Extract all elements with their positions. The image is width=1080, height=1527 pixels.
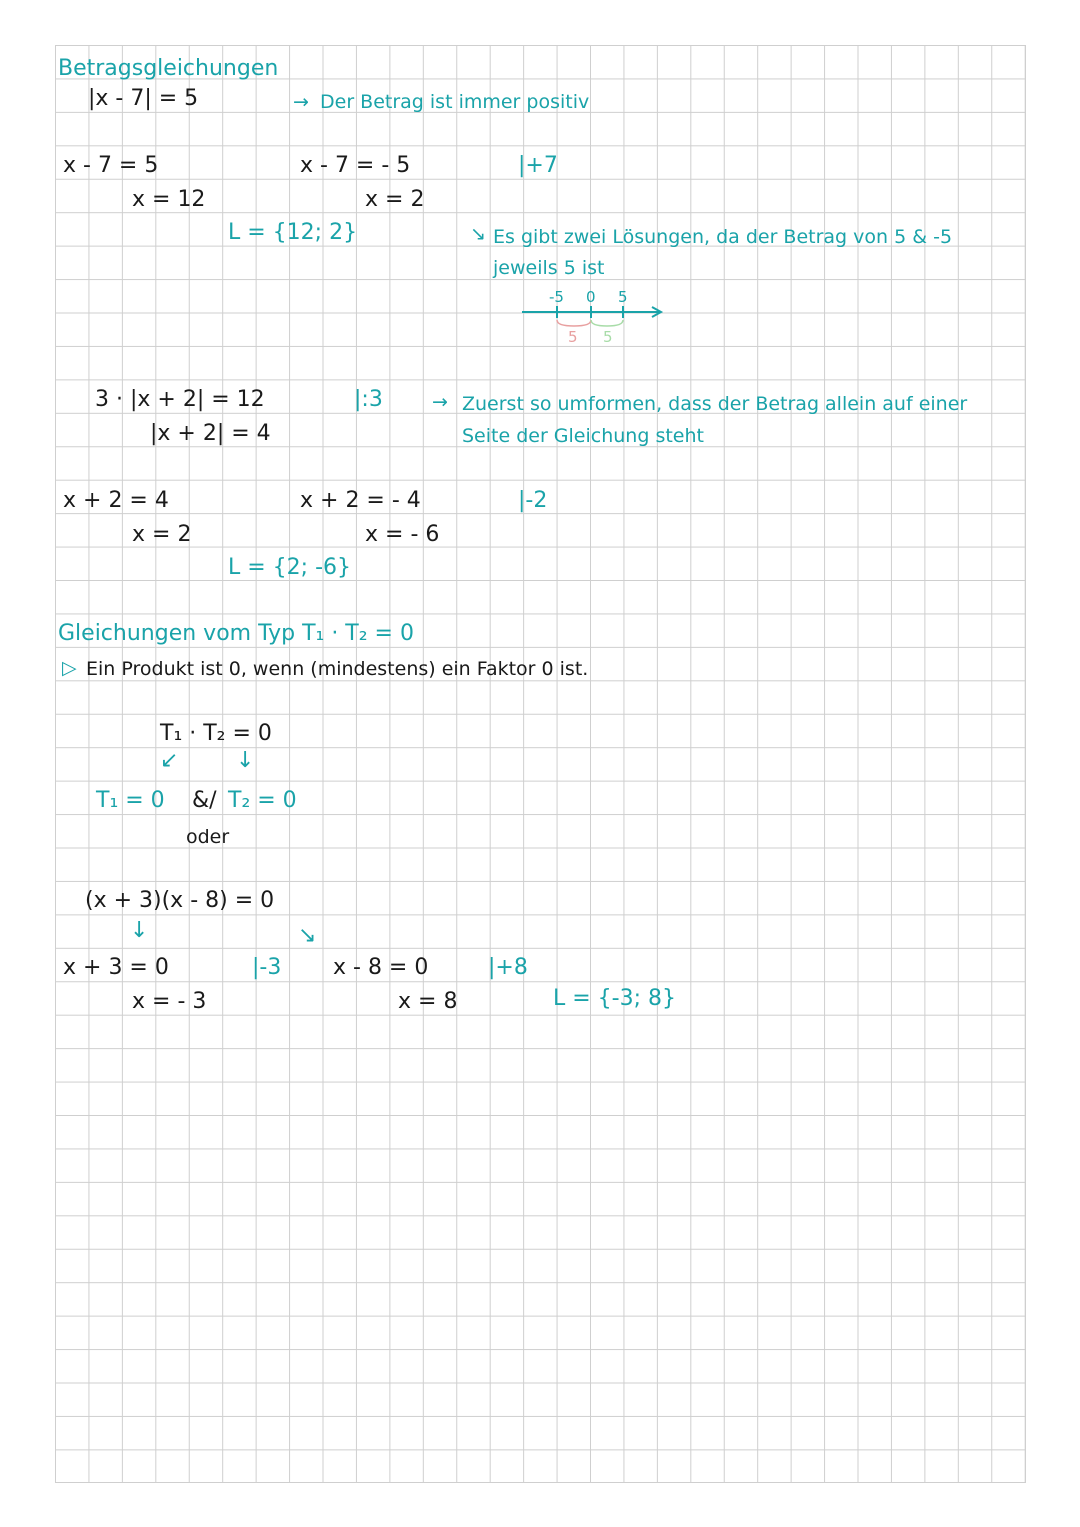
operation-minus3: |-3 — [252, 955, 282, 980]
explanation-arrow-icon: ↘ — [470, 223, 486, 245]
numberline-tick-0: 0 — [586, 288, 596, 306]
general-equation: T₁ · T₂ = 0 — [160, 721, 272, 746]
section-title-produkt: Gleichungen vom Typ T₁ · T₂ = 0 — [58, 621, 414, 646]
equation-abs-4: |x + 2| = 4 — [150, 421, 271, 446]
operation-div3: |:3 — [354, 387, 383, 412]
arrow-down-right-icon: ↘ — [298, 923, 317, 948]
solution-set-3: L = {-3; 8} — [553, 986, 677, 1011]
case2-line1: x - 7 = - 5 — [300, 153, 411, 178]
arrow-left-icon: ↙ — [160, 748, 179, 773]
explanation-line2: jeweils 5 ist — [493, 257, 605, 279]
equation-3-abs: 3 · |x + 2| = 12 — [95, 387, 265, 412]
absolute-equation: |x - 7| = 5 — [88, 86, 199, 111]
note2-line2: Seite der Gleichung steht — [462, 425, 704, 447]
note-betrag-positiv: Der Betrag ist immer positiv — [320, 91, 590, 113]
solution-set-2: L = {2; -6} — [228, 555, 352, 580]
numberline-tick-neg5: -5 — [549, 288, 564, 306]
solution-set-1: L = {12; 2} — [228, 220, 358, 245]
note2-line1: Zuerst so umformen, dass der Betrag allein auf einer — [462, 393, 968, 415]
case5-line1: x + 3 = 0 — [63, 955, 169, 980]
operation-plus7: |+7 — [518, 153, 558, 178]
operation-plus8: |+8 — [488, 955, 528, 980]
rule-triangle-icon: ▷ — [62, 657, 77, 679]
split-t1: T₁ = 0 — [96, 788, 165, 813]
arrow-down-left-icon: ↓ — [130, 918, 149, 943]
section-title-betragsgleichungen: Betragsgleichungen — [58, 56, 279, 81]
distance-label-red: 5 — [568, 328, 578, 346]
explanation-line1: Es gibt zwei Lösungen, da der Betrag von 5 & -5 — [493, 226, 953, 248]
case5-line2: x = - 3 — [132, 989, 207, 1014]
arrow-down-icon: ↓ — [236, 748, 255, 773]
case6-line1: x - 8 = 0 — [333, 955, 429, 980]
product-rule: Ein Produkt ist 0, wenn (mindestens) ein Faktor 0 ist. — [86, 658, 589, 680]
split-t2: T₂ = 0 — [228, 788, 297, 813]
case4-line1: x + 2 = - 4 — [300, 488, 421, 513]
split-and-or: &/ — [192, 788, 217, 813]
case3-line1: x + 2 = 4 — [63, 488, 169, 513]
case6-line2: x = 8 — [398, 989, 458, 1014]
operation-minus2: |-2 — [518, 488, 548, 513]
numberline-tick-5: 5 — [618, 288, 628, 306]
case4-line2: x = - 6 — [365, 522, 440, 547]
distance-label-green: 5 — [603, 328, 613, 346]
note2-arrow-icon: → — [432, 391, 448, 413]
case3-line2: x = 2 — [132, 522, 192, 547]
case1-line1: x - 7 = 5 — [63, 153, 159, 178]
case1-line2: x = 12 — [132, 187, 206, 212]
case2-line2: x = 2 — [365, 187, 425, 212]
oder-label: oder — [186, 826, 230, 848]
product-example: (x + 3)(x - 8) = 0 — [85, 888, 275, 913]
note-arrow-icon: → — [293, 91, 309, 113]
